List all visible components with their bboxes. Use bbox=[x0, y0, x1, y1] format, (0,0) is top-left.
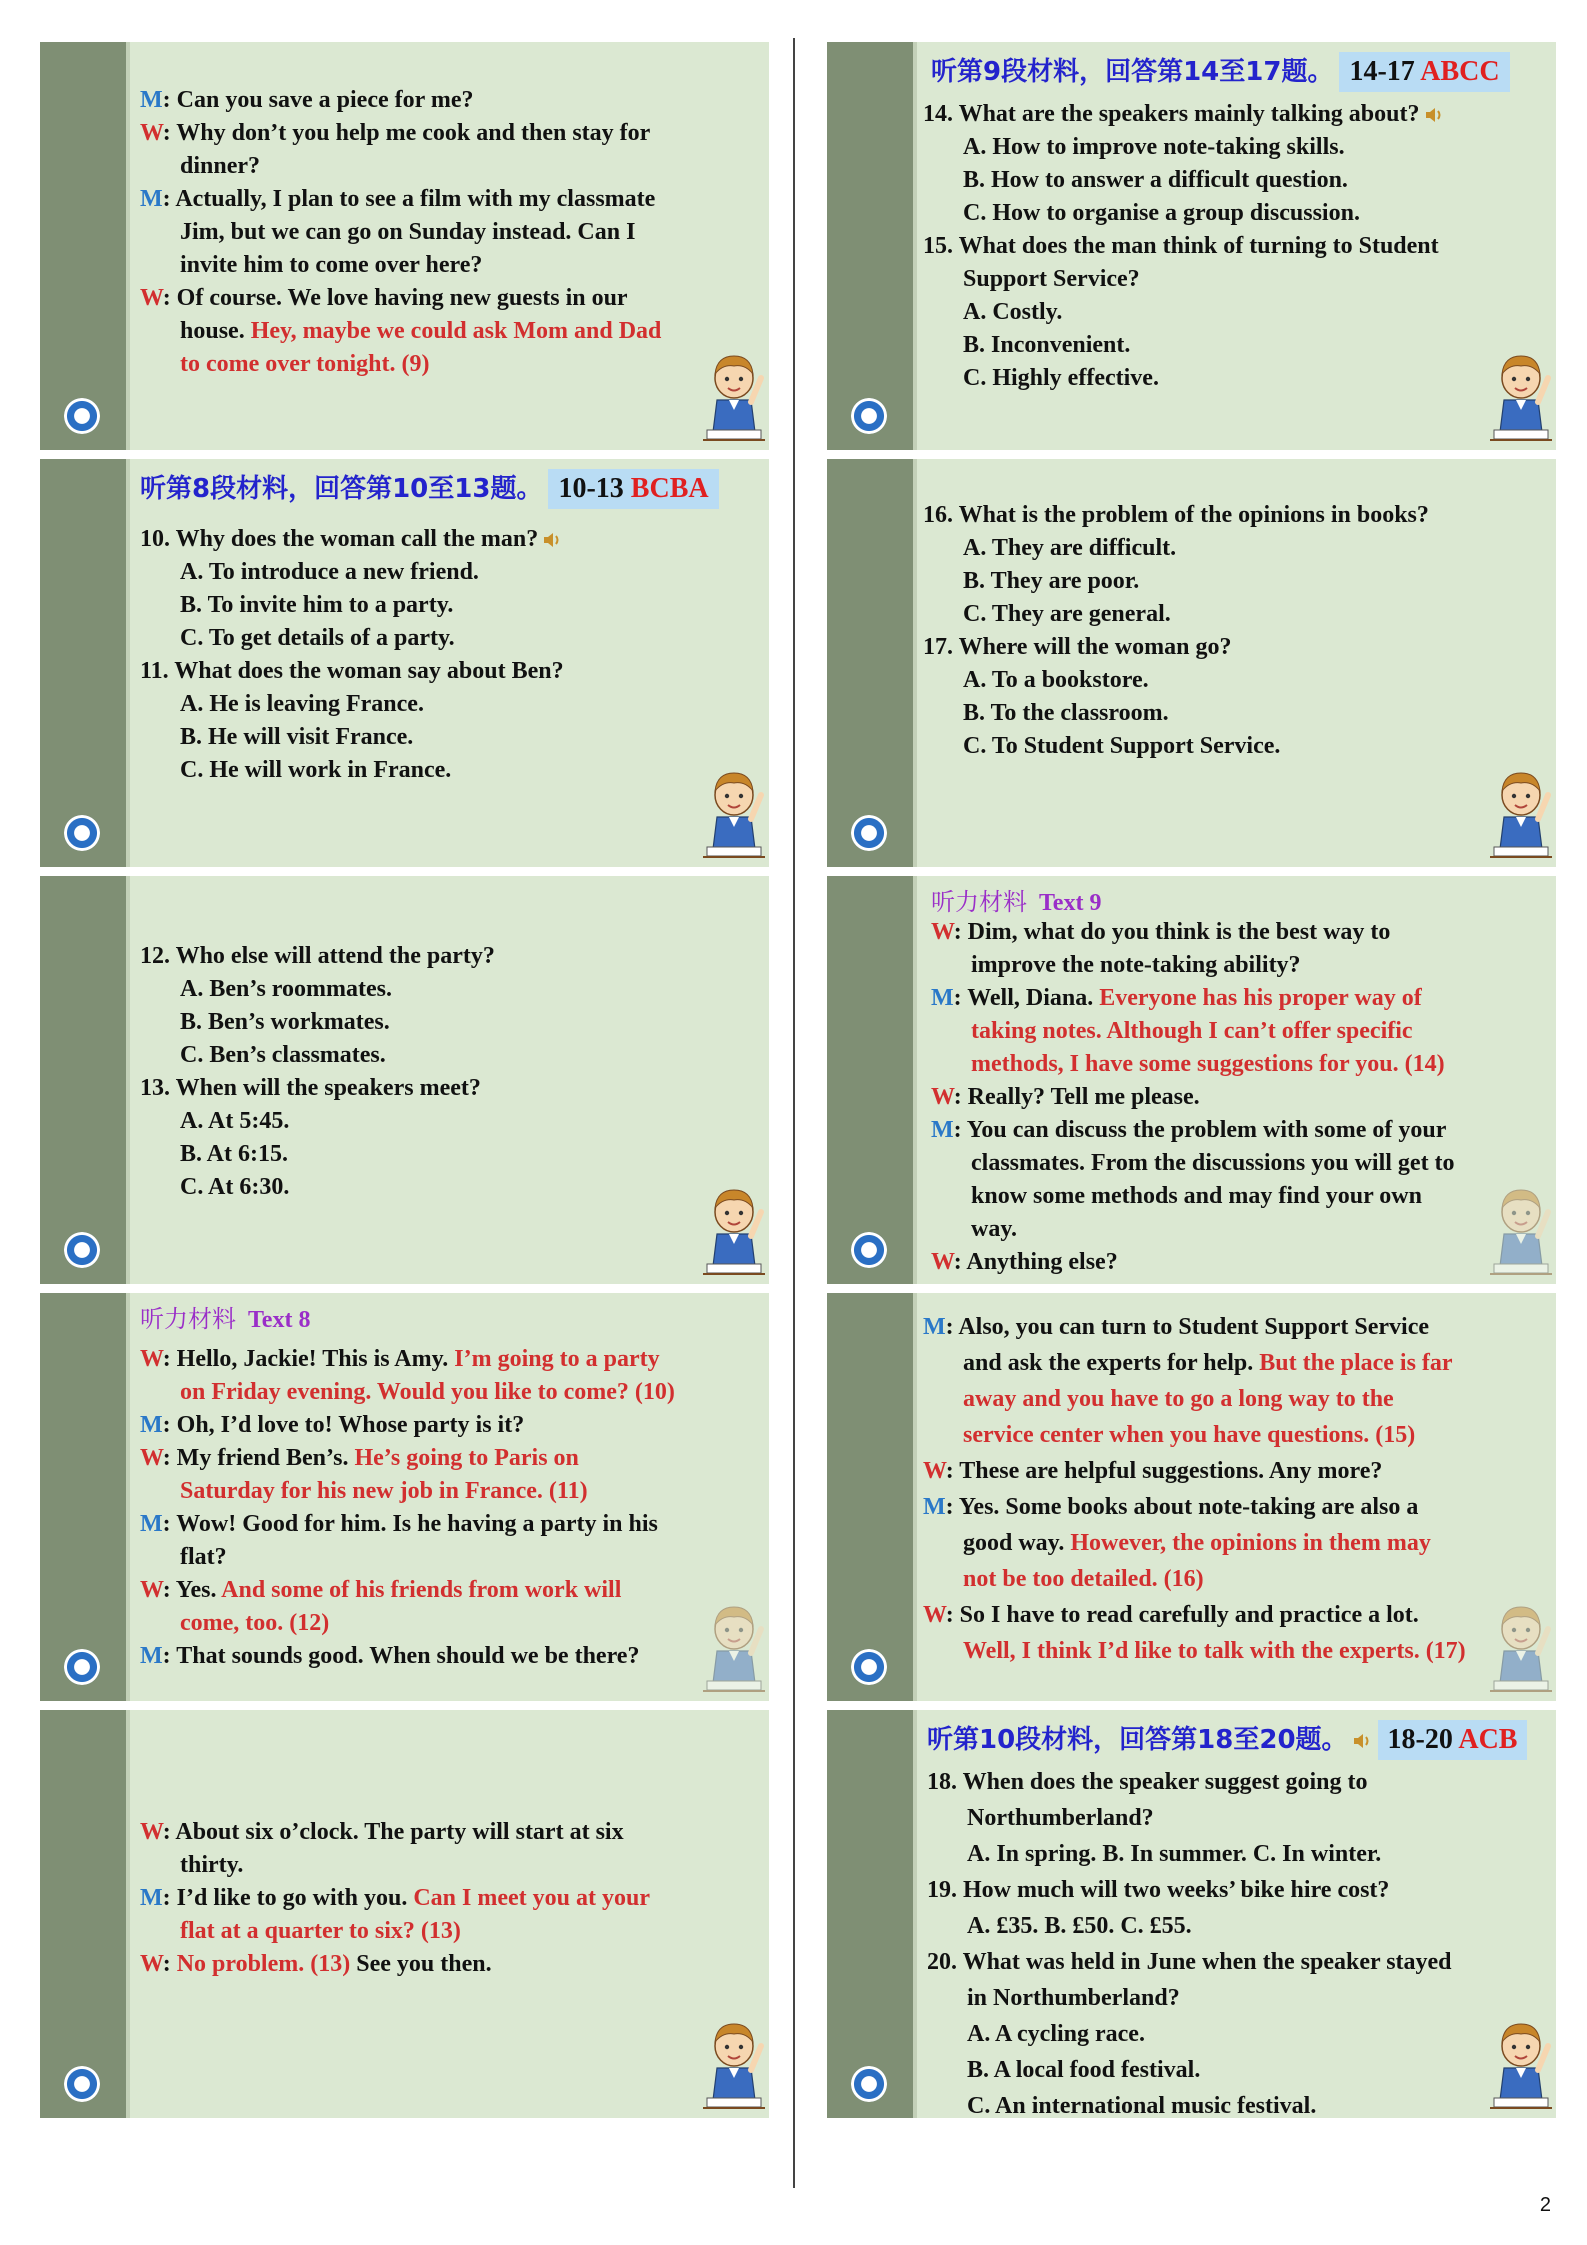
line-text: : Really? Tell me please. bbox=[953, 1084, 1200, 1110]
slide-questions-10-11 bbox=[40, 459, 769, 867]
line-text: Support Service? bbox=[963, 266, 1140, 292]
text-line bbox=[927, 1764, 1532, 1800]
question-lines bbox=[927, 1764, 1532, 2118]
text-line bbox=[923, 598, 1532, 631]
line-text: Everyone has his proper way of bbox=[1099, 985, 1422, 1011]
speaker-label: M bbox=[931, 1117, 954, 1143]
answer-range: 18-20 bbox=[1387, 1724, 1453, 1755]
school-logo-icon bbox=[851, 1232, 887, 1268]
line-text: Well, I think I’d like to talk with the experts. (17) bbox=[963, 1638, 1466, 1664]
line-text: know some methods and may find your own bbox=[971, 1183, 1422, 1209]
text-line bbox=[140, 84, 745, 117]
text-line bbox=[140, 1006, 745, 1039]
text-line bbox=[140, 183, 745, 216]
answer-range: 14-17 bbox=[1349, 56, 1415, 87]
text-line bbox=[927, 1800, 1532, 1836]
text-line bbox=[923, 730, 1532, 763]
line-text: C. To get details of a party. bbox=[180, 625, 455, 651]
text-line bbox=[923, 565, 1532, 598]
school-logo-icon bbox=[851, 398, 887, 434]
text-line bbox=[927, 1908, 1532, 1944]
text-line bbox=[923, 1309, 1532, 1345]
school-logo-icon bbox=[64, 1649, 100, 1685]
line-text: But the place is far bbox=[1259, 1350, 1453, 1376]
line-text: A. At 5:45. bbox=[180, 1108, 290, 1134]
speaker-label: W bbox=[140, 1577, 163, 1603]
text-line bbox=[923, 230, 1532, 263]
speaker-label: W bbox=[923, 1458, 946, 1484]
text-line bbox=[927, 1980, 1532, 2016]
text-line bbox=[931, 1213, 1532, 1246]
line-text: A. To a bookstore. bbox=[963, 667, 1149, 693]
line-text: : Well, Diana. bbox=[953, 985, 1100, 1011]
line-text: : bbox=[162, 1951, 177, 1977]
line-text: : So I have to read carefully and practice a lot. bbox=[945, 1602, 1419, 1628]
question-lines bbox=[140, 523, 745, 787]
line-text: Can I meet you at your bbox=[413, 1885, 650, 1911]
line-text: : Of course. We love having new guests in our bbox=[162, 285, 628, 311]
question-lines bbox=[140, 940, 745, 1204]
line-text: : Why don’t you help me cook and then stay for bbox=[162, 120, 651, 146]
line-text: on Friday evening. Would you like to come? (10) bbox=[180, 1379, 675, 1405]
text-line bbox=[923, 1417, 1532, 1453]
line-text: A. £35. B. £50. C. £55. bbox=[967, 1913, 1192, 1939]
line-text: away and you have to go a long way to the bbox=[963, 1386, 1394, 1412]
column-divider bbox=[793, 38, 795, 2188]
line-text: B. He will visit France. bbox=[180, 724, 414, 750]
text-line bbox=[140, 1915, 745, 1948]
line-text: : Yes. Some books about note-taking are also a bbox=[945, 1494, 1419, 1520]
slide-questions-12-13 bbox=[40, 876, 769, 1284]
text-line bbox=[923, 1381, 1532, 1417]
line-text: : Hello, Jackie! This is Amy. bbox=[162, 1346, 455, 1372]
slide-side-band bbox=[827, 1710, 913, 2118]
slide-side-band bbox=[40, 1293, 126, 1701]
line-text: B. To the classroom. bbox=[963, 700, 1169, 726]
line-text: : Yes. bbox=[162, 1577, 222, 1603]
line-text: : Can you save a piece for me? bbox=[162, 87, 474, 113]
dialogue-lines bbox=[140, 1343, 745, 1673]
text-line bbox=[923, 263, 1532, 296]
speaker-label: W bbox=[931, 1084, 954, 1110]
line-text: C. At 6:30. bbox=[180, 1174, 290, 1200]
transcript-title-zh: 听力材料 bbox=[140, 1305, 236, 1333]
slide-questions-14-15 bbox=[827, 42, 1556, 450]
text-line bbox=[931, 949, 1532, 982]
text-line bbox=[140, 1607, 745, 1640]
text-line bbox=[140, 249, 745, 282]
line-text: C. An international music festival. bbox=[967, 2093, 1317, 2118]
text-line bbox=[140, 1138, 745, 1171]
line-text: 14. What are the speakers mainly talking about? bbox=[923, 101, 1420, 127]
student-cartoon-icon bbox=[1488, 765, 1554, 861]
line-text: and ask the experts for help. bbox=[963, 1350, 1260, 1376]
text-line bbox=[140, 1508, 745, 1541]
speaker-label: M bbox=[140, 87, 163, 113]
transcript-title-en: Text 9 bbox=[1039, 890, 1102, 916]
speaker-label: M bbox=[923, 1314, 946, 1340]
line-text: come, too. (12) bbox=[180, 1610, 330, 1636]
page-number: 2 bbox=[1539, 2194, 1551, 2216]
line-text: He’s going to Paris on bbox=[354, 1445, 579, 1471]
text-line bbox=[140, 688, 745, 721]
answer-key: BCBA bbox=[630, 473, 709, 504]
text-line bbox=[140, 1541, 745, 1574]
line-text: C. He will work in France. bbox=[180, 757, 452, 783]
line-text: However, the opinions in them may bbox=[1070, 1530, 1431, 1556]
line-text: B. They are poor. bbox=[963, 568, 1140, 594]
transcript-title bbox=[140, 1301, 310, 1338]
text-line bbox=[931, 1114, 1532, 1147]
text-line bbox=[140, 589, 745, 622]
line-text: 20. What was held in June when the speaker stayed bbox=[927, 1949, 1452, 1975]
text-line bbox=[140, 1640, 745, 1673]
text-line bbox=[923, 499, 1532, 532]
line-text: C. To Student Support Service. bbox=[963, 733, 1281, 759]
line-text: : Also, you can turn to Student Support Service bbox=[945, 1314, 1430, 1340]
line-text: in Northumberland? bbox=[967, 1985, 1180, 2011]
slide-questions-16-17 bbox=[827, 459, 1556, 867]
line-text: A. Costly. bbox=[963, 299, 1063, 325]
school-logo-icon bbox=[64, 815, 100, 851]
line-text: flat? bbox=[180, 1544, 227, 1570]
school-logo-icon bbox=[851, 2066, 887, 2102]
line-text: classmates. From the discussions you will get to bbox=[971, 1150, 1455, 1176]
text-line bbox=[931, 1081, 1532, 1114]
slide-dialogue-text7-end bbox=[40, 42, 769, 450]
text-line bbox=[927, 2016, 1532, 2052]
text-line bbox=[140, 940, 745, 973]
line-text: flat at a quarter to six? (13) bbox=[180, 1918, 461, 1944]
text-line bbox=[140, 1948, 745, 1981]
line-text: 11. What does the woman say about Ben? bbox=[140, 658, 564, 684]
school-logo-icon bbox=[64, 398, 100, 434]
speaker-label: M bbox=[931, 985, 954, 1011]
speaker-label: W bbox=[931, 919, 954, 945]
text-line bbox=[931, 1180, 1532, 1213]
section-header-text: 听第10段材料，回答第18至20题。 bbox=[927, 1725, 1348, 1755]
text-line bbox=[923, 1561, 1532, 1597]
line-text: B. Ben’s workmates. bbox=[180, 1009, 390, 1035]
text-line bbox=[927, 2088, 1532, 2118]
line-text: not be too detailed. (16) bbox=[963, 1566, 1204, 1592]
line-text: And some of his friends from work will bbox=[221, 1577, 622, 1603]
text-line bbox=[923, 532, 1532, 565]
text-line bbox=[140, 216, 745, 249]
slide-text9-transcript bbox=[827, 876, 1556, 1284]
slide-side-band bbox=[40, 1710, 126, 2118]
line-text: Saturday for his new job in France. (11) bbox=[180, 1478, 588, 1504]
line-text: 13. When will the speakers meet? bbox=[140, 1075, 481, 1101]
text-line bbox=[140, 1442, 745, 1475]
line-text: : About six o’clock. The party will start at six bbox=[162, 1819, 624, 1845]
text-line bbox=[923, 131, 1532, 164]
text-line bbox=[140, 1409, 745, 1442]
text-line bbox=[140, 282, 745, 315]
line-text: A. To introduce a new friend. bbox=[180, 559, 479, 585]
slide-side-band bbox=[40, 876, 126, 1284]
text-line bbox=[923, 1525, 1532, 1561]
section-header bbox=[927, 1720, 1527, 1760]
text-line bbox=[140, 754, 745, 787]
line-text: B. To invite him to a party. bbox=[180, 592, 454, 618]
speaker-icon[interactable] bbox=[1420, 101, 1444, 127]
text-line bbox=[923, 1345, 1532, 1381]
line-text: : My friend Ben’s. bbox=[162, 1445, 355, 1471]
text-line bbox=[923, 98, 1532, 131]
question-lines bbox=[923, 499, 1532, 763]
text-line bbox=[140, 973, 745, 1006]
text-line bbox=[140, 655, 745, 688]
line-text: improve the note-taking ability? bbox=[971, 952, 1301, 978]
line-text: 17. Where will the woman go? bbox=[923, 634, 1232, 660]
speaker-label: W bbox=[140, 1346, 163, 1372]
line-text: C. How to organise a group discussion. bbox=[963, 200, 1360, 226]
line-text: thirty. bbox=[180, 1852, 244, 1878]
section-header bbox=[140, 469, 719, 509]
text-line bbox=[923, 197, 1532, 230]
text-line bbox=[140, 117, 745, 150]
text-line bbox=[140, 1574, 745, 1607]
line-text: to come over tonight. (9) bbox=[180, 351, 430, 377]
line-text: A. He is leaving France. bbox=[180, 691, 424, 717]
text-line bbox=[931, 1048, 1532, 1081]
slide-side-band bbox=[827, 876, 913, 1284]
line-text: C. They are general. bbox=[963, 601, 1171, 627]
slide-text8-transcript-end bbox=[40, 1710, 769, 2118]
text-line bbox=[927, 1836, 1532, 1872]
speaker-icon[interactable] bbox=[1352, 1732, 1372, 1750]
line-text: B. Inconvenient. bbox=[963, 332, 1131, 358]
dialogue-lines bbox=[931, 916, 1532, 1279]
line-text: taking notes. Although I can’t offer specific bbox=[971, 1018, 1413, 1044]
text-line bbox=[140, 1849, 745, 1882]
line-text: : Wow! Good for him. Is he having a party in his bbox=[162, 1511, 658, 1537]
line-text: Hey, maybe we could ask Mom and Dad bbox=[250, 318, 662, 344]
text-line bbox=[923, 697, 1532, 730]
text-line bbox=[923, 329, 1532, 362]
school-logo-icon bbox=[64, 2066, 100, 2102]
text-line bbox=[140, 523, 745, 556]
slide-side-band bbox=[827, 459, 913, 867]
text-line bbox=[923, 296, 1532, 329]
slide-side-band bbox=[827, 42, 913, 450]
text-line bbox=[140, 315, 745, 348]
slide-text8-transcript bbox=[40, 1293, 769, 1701]
speaker-icon[interactable] bbox=[538, 526, 562, 552]
text-line bbox=[923, 664, 1532, 697]
text-line bbox=[140, 556, 745, 589]
line-text: invite him to come over here? bbox=[180, 252, 483, 278]
answer-range: 10-13 bbox=[558, 473, 624, 504]
line-text: way. bbox=[971, 1216, 1018, 1242]
slide-side-band bbox=[40, 459, 126, 867]
line-text: Northumberland? bbox=[967, 1805, 1154, 1831]
slide-side-band bbox=[827, 1293, 913, 1701]
line-text: 15. What does the man think of turning to Student bbox=[923, 233, 1439, 259]
text-line bbox=[140, 150, 745, 183]
line-text: methods, I have some suggestions for you. (14) bbox=[971, 1051, 1445, 1077]
line-text: : I’d like to go with you. bbox=[162, 1885, 414, 1911]
text-line bbox=[931, 982, 1532, 1015]
answer-key: ACB bbox=[1458, 1724, 1518, 1755]
speaker-label: W bbox=[140, 120, 163, 146]
line-text: 10. Why does the woman call the man? bbox=[140, 526, 539, 552]
dialogue-lines bbox=[923, 1309, 1532, 1669]
line-text: See you then. bbox=[350, 1951, 492, 1977]
line-text: 18. When does the speaker suggest going to bbox=[927, 1769, 1368, 1795]
line-text: No problem. (13) bbox=[176, 1951, 351, 1977]
dialogue-lines bbox=[140, 1816, 745, 1981]
text-line bbox=[140, 622, 745, 655]
speaker-label: W bbox=[140, 1445, 163, 1471]
line-text: 12. Who else will attend the party? bbox=[140, 943, 495, 969]
text-line bbox=[140, 1171, 745, 1204]
answer-key: ABCC bbox=[1420, 56, 1500, 87]
text-line bbox=[140, 1376, 745, 1409]
answer-key-box bbox=[548, 469, 718, 509]
text-line bbox=[923, 1633, 1532, 1669]
speaker-label: M bbox=[140, 1643, 163, 1669]
speaker-label: M bbox=[923, 1494, 946, 1520]
line-text: A. In spring. B. In summer. C. In winter. bbox=[967, 1841, 1382, 1867]
text-line bbox=[140, 1475, 745, 1508]
question-lines bbox=[923, 98, 1532, 395]
school-logo-icon bbox=[851, 815, 887, 851]
text-line bbox=[923, 362, 1532, 395]
line-text: : Anything else? bbox=[953, 1249, 1118, 1275]
line-text: B. At 6:15. bbox=[180, 1141, 288, 1167]
line-text: : Oh, I’d love to! Whose party is it? bbox=[162, 1412, 525, 1438]
text-line bbox=[140, 1072, 745, 1105]
speaker-label: W bbox=[140, 1951, 163, 1977]
text-line bbox=[140, 1105, 745, 1138]
speaker-label: M bbox=[140, 1412, 163, 1438]
transcript-title-zh: 听力材料 bbox=[931, 888, 1027, 916]
line-text: : That sounds good. When should we be there? bbox=[162, 1643, 640, 1669]
speaker-label: W bbox=[140, 1819, 163, 1845]
transcript-title-en: Text 8 bbox=[248, 1307, 311, 1333]
line-text: C. Highly effective. bbox=[963, 365, 1159, 391]
speaker-label: W bbox=[931, 1249, 954, 1275]
line-text: Jim, but we can go on Sunday instead. Can I bbox=[180, 219, 636, 245]
speaker-label: M bbox=[140, 186, 163, 212]
text-line bbox=[927, 1944, 1532, 1980]
text-line bbox=[927, 2052, 1532, 2088]
line-text: A. Ben’s roommates. bbox=[180, 976, 392, 1002]
speaker-label: M bbox=[140, 1885, 163, 1911]
slide-text9-transcript-end bbox=[827, 1293, 1556, 1701]
text-line bbox=[923, 1597, 1532, 1633]
text-line bbox=[923, 631, 1532, 664]
text-line bbox=[931, 1246, 1532, 1279]
text-line bbox=[140, 1343, 745, 1376]
slide-questions-18-20 bbox=[827, 1710, 1556, 2118]
answer-key-box bbox=[1378, 1720, 1528, 1760]
dialogue-lines bbox=[140, 84, 745, 381]
line-text: service center when you have questions. (15) bbox=[963, 1422, 1416, 1448]
line-text: : Actually, I plan to see a film with my classmate bbox=[162, 186, 656, 212]
school-logo-icon bbox=[64, 1232, 100, 1268]
speaker-label: W bbox=[140, 285, 163, 311]
line-text: : These are helpful suggestions. Any more? bbox=[945, 1458, 1383, 1484]
text-line bbox=[931, 916, 1532, 949]
line-text: : You can discuss the problem with some of your bbox=[953, 1117, 1447, 1143]
text-line bbox=[931, 1147, 1532, 1180]
line-text: 16. What is the problem of the opinions in books? bbox=[923, 502, 1429, 528]
speaker-label: M bbox=[140, 1511, 163, 1537]
answer-key-box bbox=[1339, 52, 1509, 92]
line-text: house. bbox=[180, 318, 251, 344]
line-text: good way. bbox=[963, 1530, 1071, 1556]
line-text: 19. How much will two weeks’ bike hire cost? bbox=[927, 1877, 1390, 1903]
line-text: A. A cycling race. bbox=[967, 2021, 1145, 2047]
slide-side-band bbox=[40, 42, 126, 450]
line-text: B. How to answer a difficult question. bbox=[963, 167, 1348, 193]
text-line bbox=[140, 348, 745, 381]
text-line bbox=[927, 1872, 1532, 1908]
student-cartoon-icon bbox=[701, 2016, 767, 2112]
line-text: I’m going to a party bbox=[454, 1346, 660, 1372]
text-line bbox=[140, 1816, 745, 1849]
text-line bbox=[923, 164, 1532, 197]
section-header-text: 听第9段材料，回答第14至17题。 bbox=[931, 57, 1334, 87]
text-line bbox=[140, 1882, 745, 1915]
text-line bbox=[923, 1489, 1532, 1525]
speaker-label: W bbox=[923, 1602, 946, 1628]
text-line bbox=[140, 1039, 745, 1072]
section-header-text: 听第8段材料，回答第10至13题。 bbox=[140, 474, 543, 504]
text-line bbox=[140, 721, 745, 754]
text-line bbox=[923, 1453, 1532, 1489]
text-line bbox=[931, 1015, 1532, 1048]
line-text: C. Ben’s classmates. bbox=[180, 1042, 386, 1068]
line-text: : Dim, what do you think is the best way to bbox=[953, 919, 1391, 945]
line-text: A. They are difficult. bbox=[963, 535, 1177, 561]
section-header bbox=[931, 52, 1510, 92]
school-logo-icon bbox=[851, 1649, 887, 1685]
line-text: B. A local food festival. bbox=[967, 2057, 1201, 2083]
line-text: dinner? bbox=[180, 153, 261, 179]
line-text: A. How to improve note-taking skills. bbox=[963, 134, 1345, 160]
